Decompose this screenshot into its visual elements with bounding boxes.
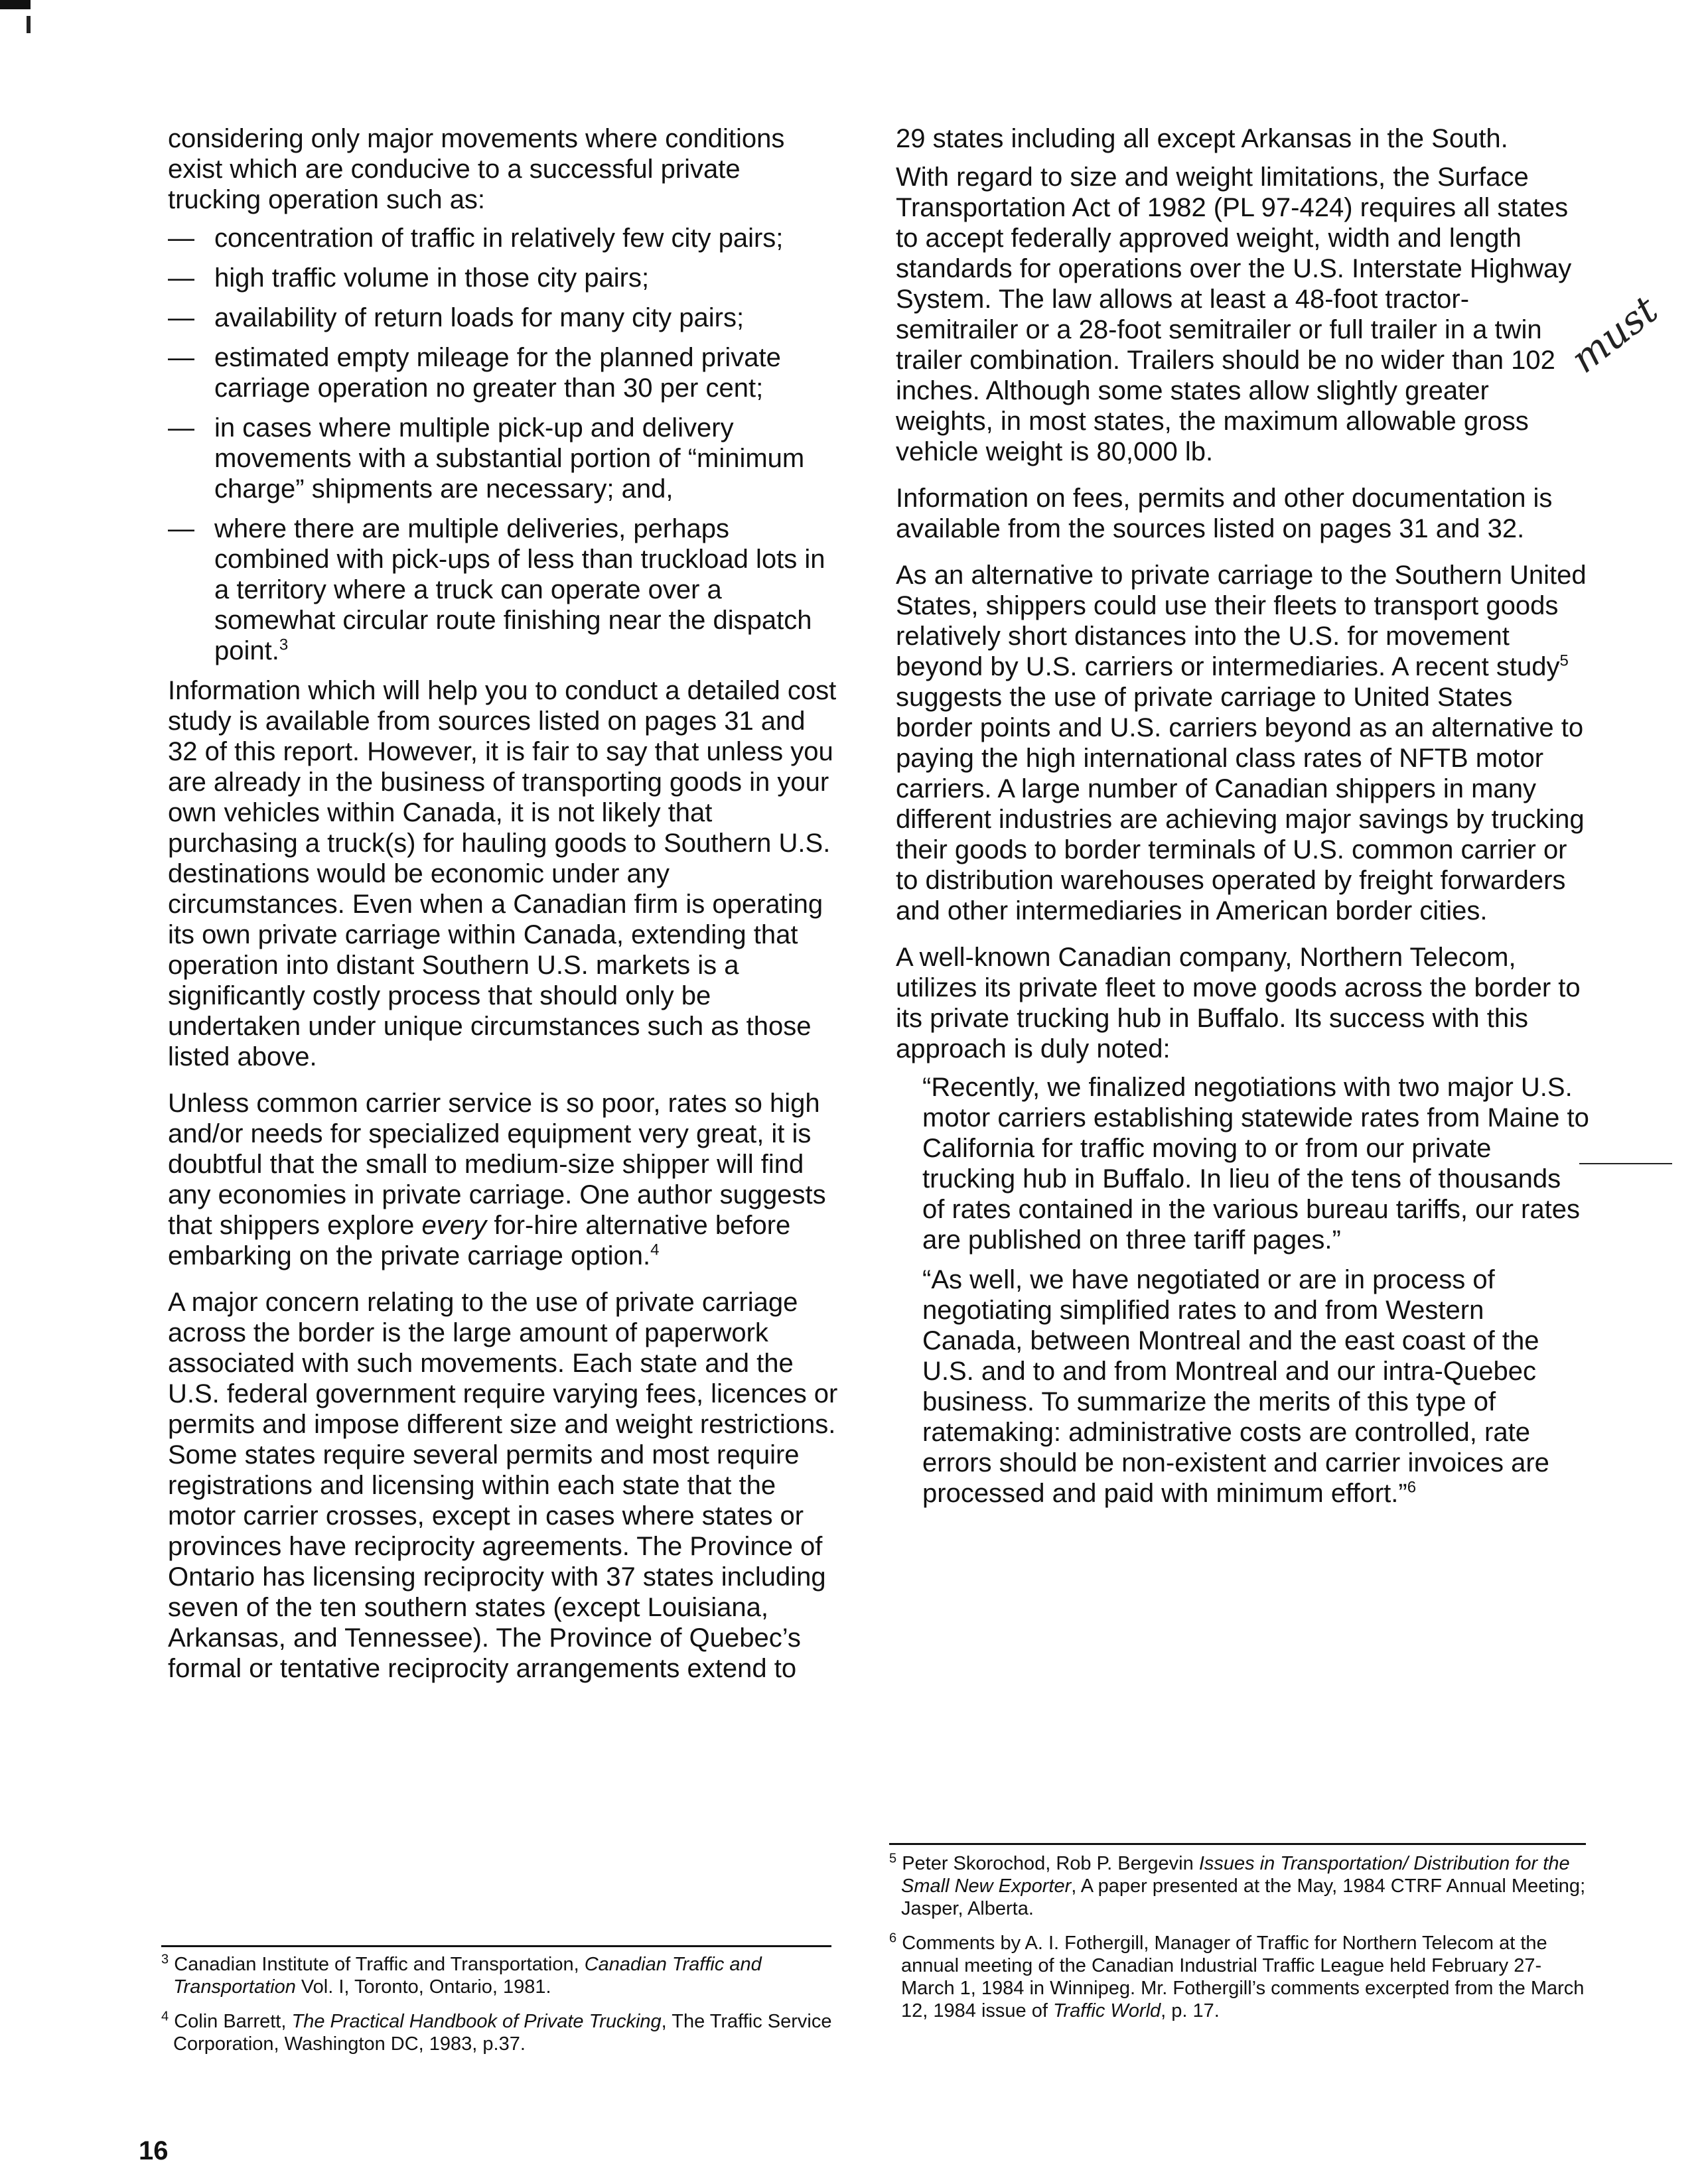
list-item: — concentration of traffic in relatively few city pairs;: [168, 223, 839, 253]
quotation: [922, 1072, 1589, 1509]
list-item: — high traffic volume in those city pairs;: [168, 263, 839, 293]
footnote-rule: [161, 1945, 831, 1947]
scan-edge-mark: [0, 0, 31, 9]
body-paragraph: Information which will help you to conduct a detailed cost study is available from sources listed on pages 31 and 32 of this report. However, it is fair to say that unless you are already in the business of transporting goods in your own vehicles within Canada, it is not likely that purchasing a truck(s) for hauling goods to Southern U.S. destinations would be economic under any circumstances. Even when a Canadian firm is operating its own private carriage within Canada, extending that operation into distant Southern U.S. markets is a significantly costly process that should only be undertaken under unique circumstances such as those listed above.: [168, 676, 837, 1071]
emphasis: Traffic World: [1052, 2000, 1161, 2021]
page-number: 16: [139, 2136, 169, 2165]
list-item: — availability of return loads for many city pairs;: [168, 303, 839, 333]
footnote: [161, 2010, 845, 2055]
emphasis: Issues in Transportation/ Distribution for the Small New Exporter: [901, 1853, 1570, 1897]
footnote: [889, 1932, 1593, 2022]
text-run: Unless common carrier service is so poor, rates so high and/or needs for specialized equipment very great, it is doubtful that the small to medium-size shipper will find any economies in private carriage. One author suggests that shippers explore: [168, 1089, 826, 1240]
footnote: [889, 1852, 1593, 1920]
text-run: , A paper presented at the May, 1984 CTRF Annual Meeting; Jasper, Alberta.: [901, 1876, 1586, 1919]
footnote-ref: 5: [1559, 651, 1569, 670]
text-run: for-hire alternative before embarking on the private carriage option.: [168, 1211, 791, 1270]
text-run: , p. 17.: [1161, 2000, 1220, 2021]
list-item-text: where there are multiple deliveries, perhaps combined with pick-ups of less than truckload lots in a territory where a truck can operate over a somewhat circular route finishing near the dispatch point.: [214, 514, 825, 665]
body-paragraph: A well-known Canadian company, Northern Telecom, utilizes its private fleet to move goods across the border to its private trucking hub in Buffalo. Its success with this approach is duly noted:: [896, 943, 1581, 1063]
text-run: Vol. I, Toronto, Ontario, 1981.: [295, 1976, 551, 1998]
footnote-number: 6: [889, 1931, 897, 1946]
list-item: — estimated empty mileage for the planned private carriage operation no greater than 30 per cent;: [168, 342, 839, 403]
body-paragraph: Information on fees, permits and other documentation is available from the sources listed on pages 31 and 32.: [896, 484, 1553, 543]
footnotes-right: [889, 1852, 1593, 2034]
left-column: [168, 123, 839, 1700]
text-run: As an alternative to private carriage to the Southern United States, shippers could use their fleets to transport goods relatively short distances into the U.S. for movement beyond by U.S. carriers or intermediaries. A recent study: [896, 561, 1587, 681]
body-paragraph: 29 states including all except Arkansas in the South.: [896, 124, 1508, 153]
handwritten-note: must: [1562, 287, 1666, 382]
footnote: [161, 1953, 845, 1998]
conditions-list: [168, 223, 839, 666]
body-paragraph: [896, 560, 1589, 926]
quote-paragraph: [922, 1264, 1589, 1509]
body-paragraph: With regard to size and weight limitations, the Surface Transportation Act of 1982 (PL 97-424) requires all states to accept federally approved weight, width and length standards for operations over the U.S. Interstate Highway System. The law allows at least a 48-foot tractor-semitrailer or a 28-foot semitrailer or full trailer in a twin trailer combination. Trailers should be no wider than 102 inches. Although some states allow slightly greater weights, in most states, the maximum allowable gross vehicle weight is 80,000 lb.: [896, 163, 1572, 466]
right-column: [896, 123, 1589, 1519]
emphasis: The Practical Handbook of Private Trucking: [291, 2011, 662, 2032]
footnote-ref: 6: [1407, 1478, 1417, 1497]
footnotes-left: [161, 1953, 845, 2067]
margin-line-mark: [1579, 1163, 1672, 1164]
quote-paragraph: “Recently, we finalized negotiations with two major U.S. motor carriers establishing statewide rates from Maine to California for traffic moving to or from our private trucking hub in Buffalo. In lieu of the tens of thousands of rates contained in the various bureau tariffs, our rates are published on three tariff pages.”: [922, 1073, 1589, 1255]
text-run: Canadian Institute of Traffic and Transportation,: [174, 1954, 585, 1975]
text-run: , The Traffic Service Corporation, Washington DC, 1983, p.37.: [173, 2011, 832, 2055]
intro-paragraph: considering only major movements where conditions exist which are conducive to a successful private trucking operation such as:: [168, 124, 785, 214]
footnote-ref: 3: [279, 636, 289, 654]
footnote-ref: 4: [650, 1241, 660, 1259]
text-run: suggests the use of private carriage to United States border points and U.S. carriers beyond as an alternative to paying the high international class rates of NFTB motor carriers. A large number of Canadian shippers in many different industries are achieving major savings by trucking their goods to border terminals of U.S. common carrier or to distribution warehouses operated by freight forwarders and other intermediaries in American border cities.: [896, 683, 1585, 925]
emphasis: Canadian Traffic and Transportation: [173, 1954, 762, 1998]
body-paragraph: A major concern relating to the use of private carriage across the border is the large amount of paperwork associated with such movements. Each state and the U.S. federal government require varying fees, licences or permits and impose different size and weight restrictions. Some states require several permits and most require registrations and licensing within each state that the motor carrier crosses, except in cases where states or provinces have reciprocity agreements. The Province of Ontario has licensing reciprocity with 37 states including seven of the ten southern states (except Louisiana, Arkansas, and Tennessee). The Province of Quebec’s formal or tentative reciprocity arrangements extend to: [168, 1288, 838, 1683]
text-run: Colin Barrett,: [174, 2011, 292, 2032]
footnote-number: 4: [161, 2009, 169, 2024]
scan-edge-mark: [27, 16, 31, 33]
list-item: [168, 513, 839, 666]
footnote-rule: [889, 1843, 1586, 1845]
text-run: Comments by A. I. Fothergill, Manager of Traffic for Northern Telecom at the annual meeting of the Canadian Industrial Traffic League held February 27-March 1, 1984 in Winnipeg. Mr. Fothergill’s comments excerpted from the March 12, 1984 issue of: [901, 1933, 1585, 2021]
list-item: — in cases where multiple pick-up and delivery movements with a substantial portion of “minimum charge” shipments are necessary; and,: [168, 413, 839, 504]
text-run: Peter Skorochod, Rob P. Bergevin: [902, 1853, 1199, 1874]
body-paragraph: [168, 1088, 839, 1271]
footnote-number: 3: [161, 1952, 169, 1967]
emphasis: every: [421, 1211, 487, 1240]
footnote-number: 5: [889, 1851, 897, 1866]
text-run: “As well, we have negotiated or are in process of negotiating simplified rates to and from Western Canada, between Montreal and the east coast of the U.S. and to and from Montreal and our intra-Quebec business. To summarize the merits of this type of ratemaking: administrative costs are controlled, rate errors should be non-existent and carrier invoices are processed and paid with minimum effort.”: [922, 1265, 1549, 1508]
